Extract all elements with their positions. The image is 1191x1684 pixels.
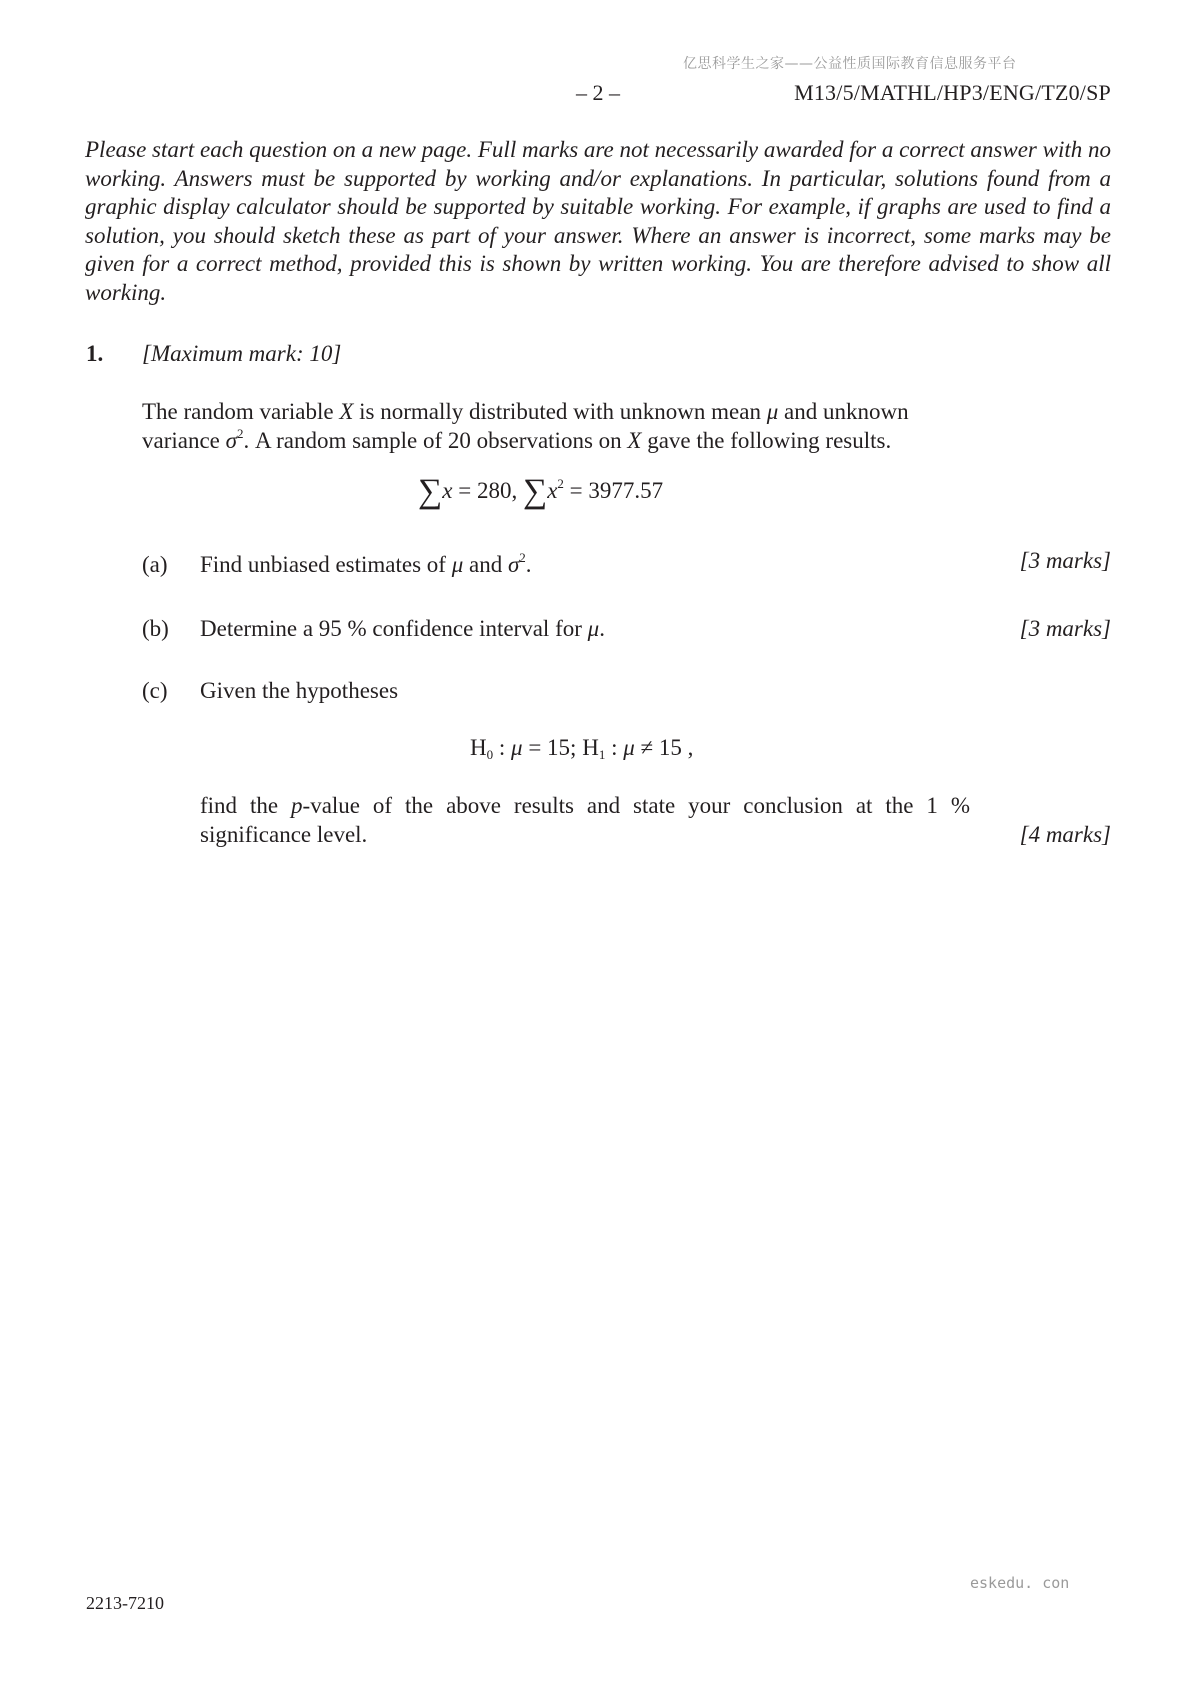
- part-a-label: (a): [142, 552, 168, 577]
- watermark-bottom: eskedu. con: [970, 1574, 1070, 1592]
- part-a-text: Find unbiased estimates of μ and $\sigma^2$.: [200, 550, 532, 577]
- footer-code: 2213-7210: [86, 1593, 164, 1613]
- part-b-label: (b): [142, 616, 169, 641]
- hypotheses: $H_0$ : μ = 15; $H_1$ : μ ≠ 15 ,: [470, 735, 694, 762]
- part-b-marks: [3 marks]: [1019, 616, 1111, 641]
- question-stem: The random variable X is normally distributed with unknown mean μ and unknown variance $\sigma^2$. A random sample of 20 observations on X gave the following results.: [142, 399, 909, 453]
- instructions-paragraph: Please start each question on a new page. Full marks are not necessarily awarded for a correct answer with no working. Answers must be supported by working and/or explanations. In particular, solutions found from a graphic display calculator should be supported by suitable working. For example, if graphs are used to find a solution, you should sketch these as part of your answer. Where an answer is incorrect, some marks may be given for a correct method, provided this is shown by written working. You are therefore advised to show all working.: [85, 137, 1111, 305]
- part-b-text: Determine a 95 % confidence interval for μ.: [200, 616, 605, 641]
- watermark-top: 亿思科学生之家——公益性质国际教育信息服务平台: [683, 56, 1017, 72]
- part-a-marks: [3 marks]: [1019, 548, 1111, 573]
- part-c-marks: [4 marks]: [1019, 822, 1111, 847]
- question-max-mark: [Maximum mark: 10]: [142, 341, 342, 366]
- part-c-text: Given the hypotheses: [200, 678, 399, 703]
- part-c-label: (c): [142, 678, 168, 703]
- paper-code: M13/5/MATHL/HP3/ENG/TZ0/SP: [794, 80, 1111, 105]
- question-number: 1.: [86, 341, 104, 366]
- part-c-follow-text: find the p-value of the above results and state your conclusion at the 1 % significance level.: [200, 793, 970, 847]
- page-number: – 2 –: [576, 80, 620, 105]
- sum-statistics: ∑x = 280, $\sum x^2 = 3977.57$: [418, 473, 664, 510]
